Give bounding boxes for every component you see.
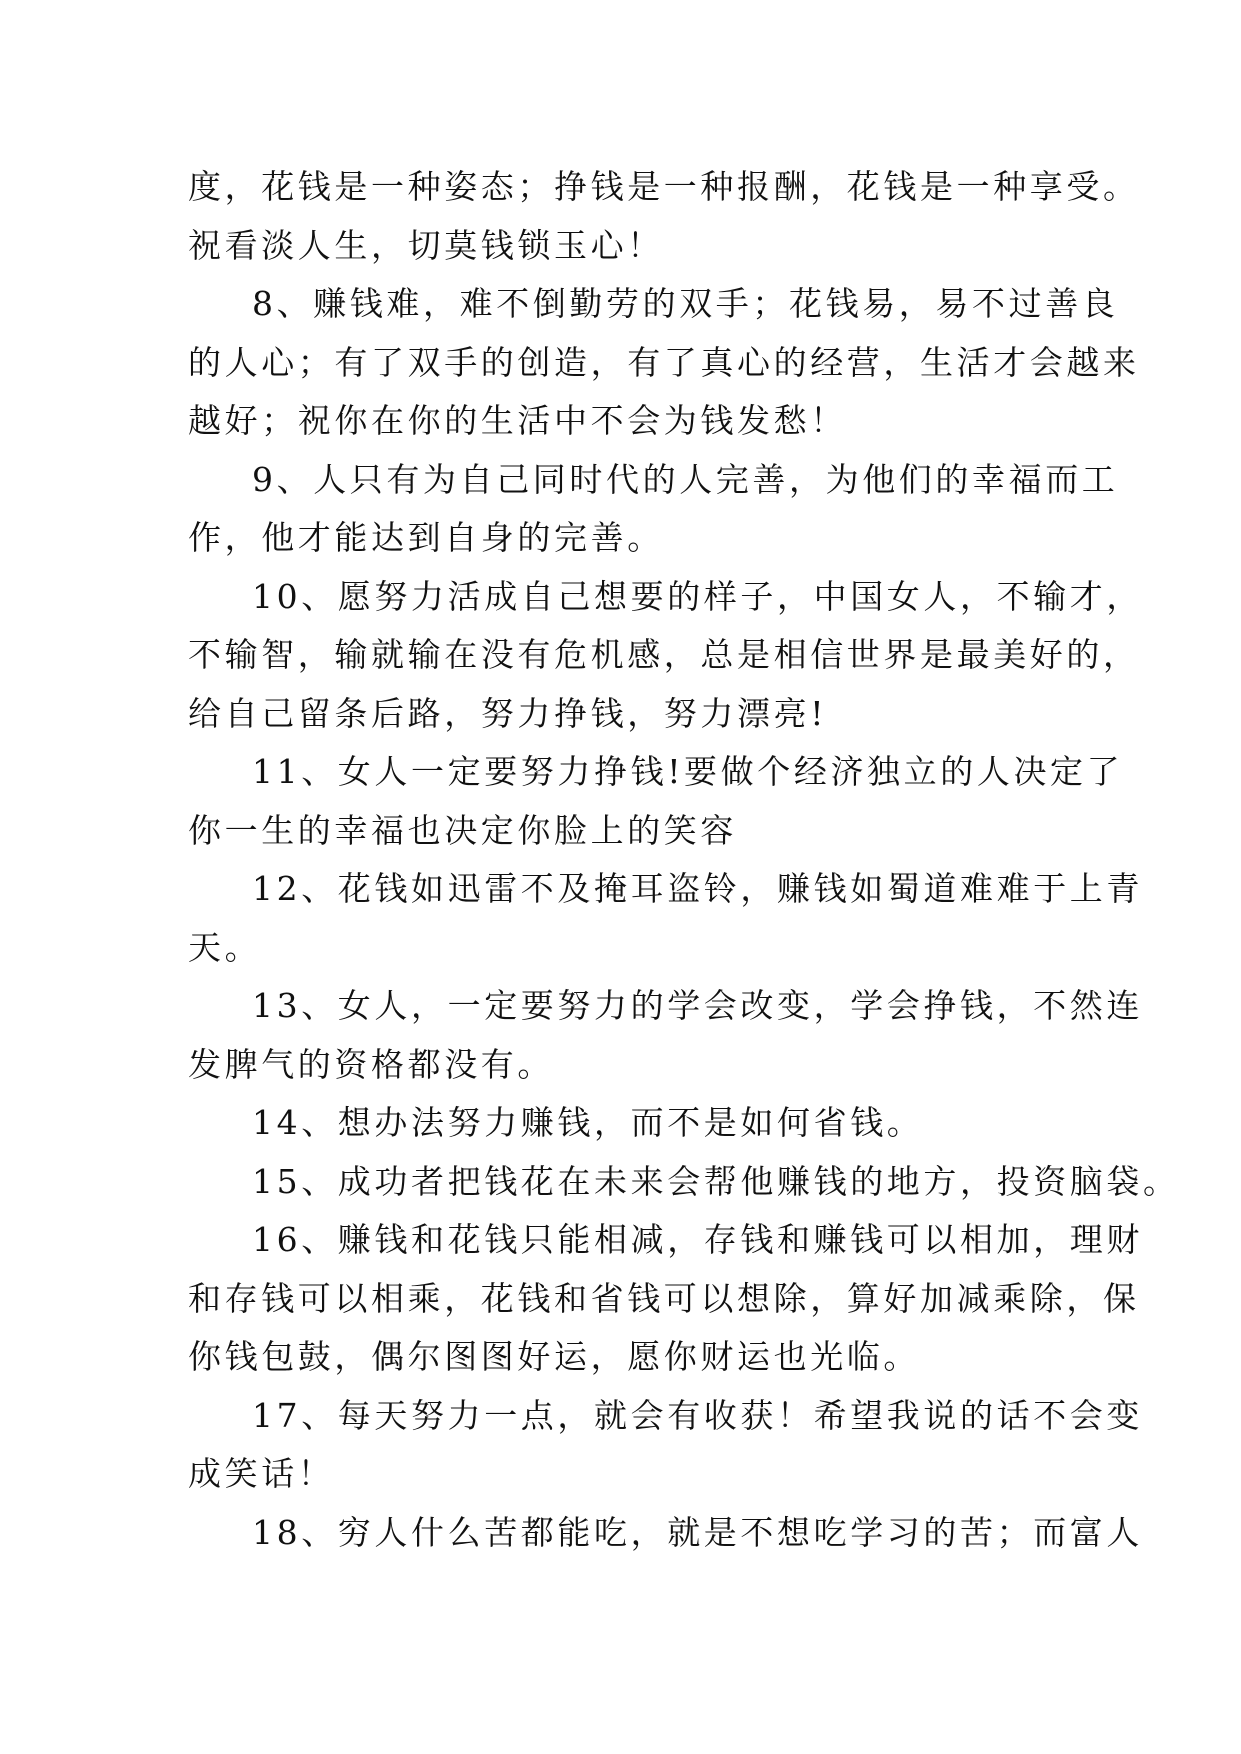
text-line: 14、想办法努力赚钱，而不是如何省钱。 [252, 1103, 924, 1142]
text-line: 不输智，输就输在没有危机感，总是相信世界是最美好的， [188, 635, 1140, 674]
text-line: 你钱包鼓，偶尔图图好运，愿你财运也光临。 [188, 1337, 920, 1376]
text-line: 你一生的幸福也决定你脸上的笑容 [188, 810, 737, 850]
text-line: 成笑话！ [188, 1454, 335, 1493]
text-line: 作，他才能达到自身的完善。 [188, 518, 664, 557]
text-line: 10、愿努力活成自己想要的样子，中国女人，不输才， [252, 576, 1143, 616]
text-line: 9、人只有为自己同时代的人完善，为他们的幸福而工 [252, 459, 1119, 499]
text-line: 给自己留条后路，努力挣钱，努力漂亮! [188, 693, 828, 733]
text-line: 天。 [188, 927, 262, 967]
text-line: 度，花钱是一种姿态；挣钱是一种报酬，花钱是一种享受。 [188, 167, 1140, 206]
text-line: 17、每天努力一点，就会有收获！希望我说的话不会变 [252, 1395, 1143, 1435]
text-line: 12、花钱如迅雷不及掩耳盗铃，赚钱如蜀道难难于上青 [252, 869, 1143, 908]
text-line: 的人心；有了双手的创造，有了真心的经营，生活才会越来 [188, 342, 1140, 382]
text-line: 11、女人一定要努力挣钱!要做个经济独立的人决定了 [252, 752, 1124, 791]
text-line: 越好；祝你在你的生活中不会为钱发愁！ [188, 401, 847, 440]
text-line: 发脾气的资格都没有。 [188, 1044, 554, 1084]
text-line: 13、女人，一定要努力的学会改变，学会挣钱，不然连 [252, 986, 1143, 1025]
text-line: 18、穷人什么苦都能吃，就是不想吃学习的苦；而富人 [252, 1512, 1143, 1552]
text-line: 15、成功者把钱花在未来会帮他赚钱的地方，投资脑袋。 [252, 1161, 1180, 1201]
text-line: 祝看淡人生，切莫钱锁玉心！ [188, 225, 664, 265]
text-line: 8、赚钱难，难不倒勤劳的双手；花钱易，易不过善良 [252, 284, 1119, 323]
document-body [188, 158, 1180, 1562]
text-line: 16、赚钱和花钱只能相减，存钱和赚钱可以相加，理财 [252, 1220, 1143, 1259]
text-line: 和存钱可以相乘，花钱和省钱可以想除，算好加减乘除，保 [188, 1278, 1140, 1318]
